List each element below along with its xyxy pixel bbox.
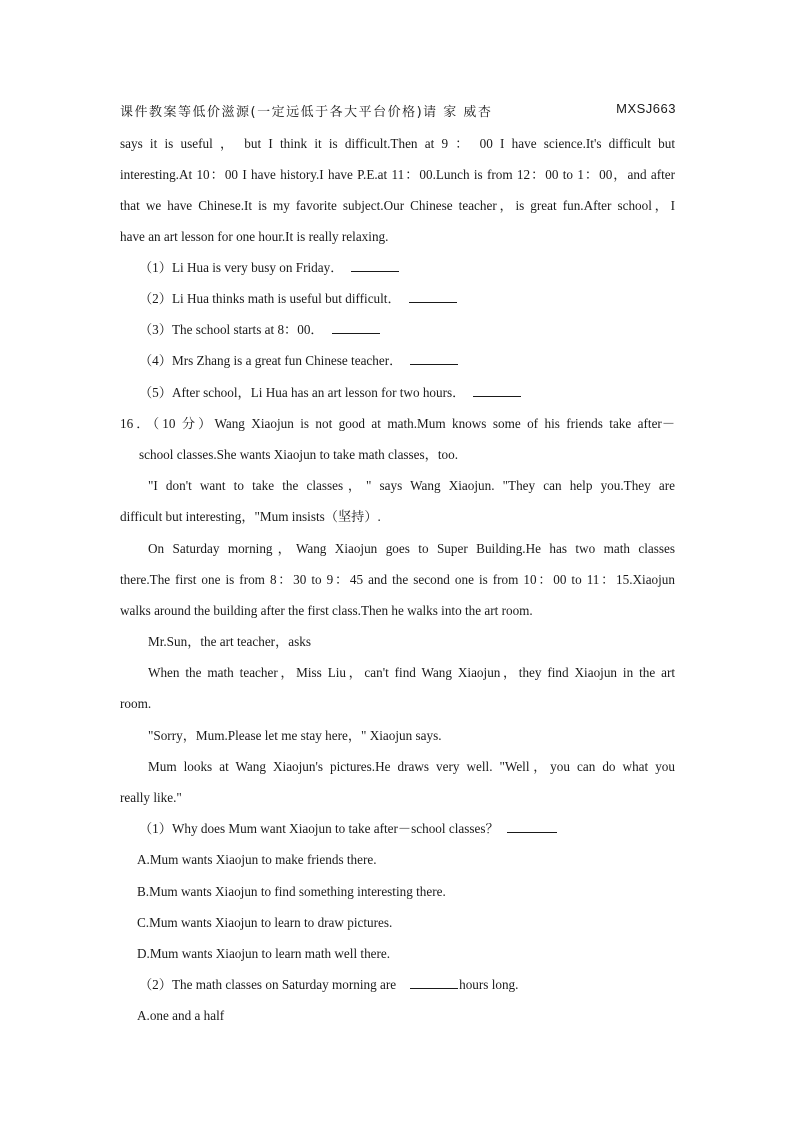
passage-line: says it is useful ， but I think it is difficult.Then at 9 ： 00 I have science.It's difficult but	[120, 136, 675, 151]
mc-question-text: （2）The math classes on Saturday morning are	[139, 977, 397, 992]
page-header	[120, 101, 676, 123]
mc-option[interactable]: B.Mum wants Xiaojun to find something interesting there.	[137, 884, 446, 899]
passage-line: really like."	[120, 790, 182, 805]
answer-blank[interactable]	[473, 383, 521, 397]
mc-option[interactable]: A.one and a half	[137, 1008, 225, 1023]
answer-blank[interactable]	[351, 258, 399, 272]
mc-question	[139, 819, 557, 839]
mc-option[interactable]: A.Mum wants Xiaojun to make friends there.	[137, 852, 377, 867]
question-16-intro: 16．（10 分）Wang Xiaojun is not good at math.Mum knows some of his friends take after－	[120, 416, 675, 431]
tf-item-text: （3）The school starts at 8：00．	[139, 322, 324, 337]
mc-question-text: （1）Why does Mum want Xiaojun to take after－school classes？	[139, 821, 499, 836]
tf-item-text: （5）After school，Li Hua has an art lesson for two hours．	[139, 385, 466, 400]
passage-line: that we have Chinese.It is my favorite subject.Our Chinese teacher，is great fun.After school，I	[120, 198, 675, 213]
passage-line: When the math teacher，Miss Liu，can't find Wang Xiaojun，they find Xiaojun in the art	[148, 665, 675, 680]
tf-item	[139, 383, 521, 403]
mc-question	[139, 975, 518, 995]
passage-line: walks around the building after the first class.Then he walks into the art room.	[120, 603, 533, 618]
passage-line: On Saturday morning，Wang Xiaojun goes to Super Building.He has two math classes	[148, 541, 675, 556]
tf-item	[139, 351, 458, 371]
passage-line: there.The first one is from 8：30 to 9：45 and the second one is from 10：00 to 11：15.Xiaojun	[120, 572, 675, 587]
passage-line: difficult but interesting，"Mum insists（坚持）.	[120, 509, 381, 524]
tf-item	[139, 258, 399, 278]
mc-option[interactable]: C.Mum wants Xiaojun to learn to draw pictures.	[137, 915, 393, 930]
header-ad-text: 课件教案等低价滋源(一定远低于各大平台价格)请 家 威杏	[120, 105, 493, 120]
passage-line: room.	[120, 696, 152, 711]
mc-option[interactable]: D.Mum wants Xiaojun to learn math well there.	[137, 946, 391, 961]
passage-line: Mum looks at Wang Xiaojun's pictures.He draws very well. "Well，you can do what you	[148, 759, 675, 774]
tf-item-text: （1）Li Hua is very busy on Friday．	[139, 260, 344, 275]
passage-line: interesting.At 10：00 I have history.I have P.E.at 11：00.Lunch is from 12：00 to 1：00，and after	[120, 167, 675, 182]
tf-item	[139, 320, 380, 340]
tf-item-text: （4）Mrs Zhang is a great fun Chinese teacher．	[139, 353, 403, 368]
tf-item	[139, 289, 457, 309]
answer-blank[interactable]	[410, 351, 458, 365]
passage-line: Mr.Sun，the art teacher，asks	[148, 634, 311, 649]
passage-line: have an art lesson for one hour.It is really relaxing.	[120, 229, 389, 244]
passage-line: "Sorry，Mum.Please let me stay here，" Xiaojun says.	[148, 728, 442, 743]
answer-blank[interactable]	[409, 289, 457, 303]
answer-blank[interactable]	[332, 320, 380, 334]
answer-blank[interactable]	[507, 819, 557, 833]
answer-blank[interactable]	[410, 975, 458, 989]
passage-line: "I don't want to take the classes，" says Wang Xiaojun. "They can help you.They are	[148, 478, 675, 493]
tf-item-text: （2）Li Hua thinks math is useful but difficult．	[139, 291, 401, 306]
question-16-intro-cont: school classes.She wants Xiaojun to take math classes，too.	[139, 447, 459, 462]
header-code: MXSJ663	[616, 101, 676, 116]
mc-question-text-end: hours long.	[459, 977, 519, 992]
